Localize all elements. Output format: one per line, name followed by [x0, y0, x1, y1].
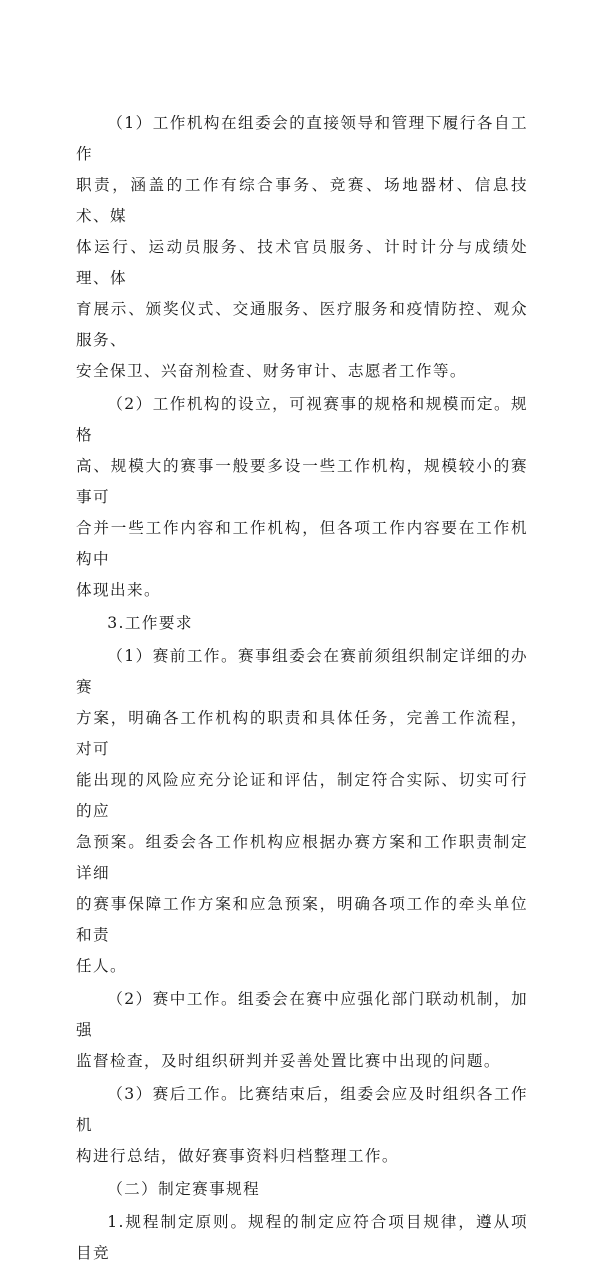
text-line: 高、规模大的赛事一般要多设一些工作机构，规模较小的赛事可: [76, 457, 528, 506]
paragraph: [76, 608, 528, 639]
text-line: 体运行、运动员服务、技术官员服务、计时计分与成绩处理、体: [76, 238, 528, 287]
text-line: 方案，明确各工作机构的职责和具体任务，完善工作流程，对可: [76, 709, 528, 758]
paragraph: [76, 389, 528, 606]
text-line: 的赛事保障工作方案和应急预案，明确各项工作的牵头单位和责: [76, 895, 528, 944]
paragraph: [76, 1174, 528, 1205]
text-line: 安全保卫、兴奋剂检查、财务审计、志愿者工作等。: [76, 362, 467, 380]
paragraph: [76, 1207, 528, 1269]
text-line: 体现出来。: [76, 581, 161, 599]
text-line: （1）赛前工作。赛事组委会在赛前须组织制定详细的办赛: [76, 647, 528, 696]
text-line: 构进行总结，做好赛事资料归档整理工作。: [76, 1147, 399, 1165]
text-line: 1.规程制定原则。规程的制定应符合项目规律，遵从项目竞: [76, 1213, 528, 1262]
text-line: 职责，涵盖的工作有综合事务、竞赛、场地器材、信息技术、媒: [76, 176, 528, 225]
paragraph: [76, 1079, 528, 1172]
text-line: 能出现的风险应充分论证和评估，制定符合实际、切实可行的应: [76, 771, 528, 820]
text-line: （二）制定赛事规程: [107, 1180, 261, 1198]
text-line: 监督检查，及时组织研判并妥善处置比赛中出现的问题。: [76, 1052, 501, 1070]
paragraph: [76, 984, 528, 1077]
text-line: 3.工作要求: [107, 614, 193, 632]
text-line: （2）赛中工作。组委会在赛中应强化部门联动机制，加强: [76, 990, 528, 1039]
text-line: 急预案。组委会各工作机构应根据办赛方案和工作职责制定详细: [76, 833, 528, 882]
text-line: （3）赛后工作。比赛结束后，组委会应及时组织各工作机: [76, 1085, 528, 1134]
paragraph: [76, 108, 528, 387]
text-line: 育展示、颁奖仪式、交通服务、医疗服务和疫情防控、观众服务、: [76, 300, 528, 349]
text-line: 任人。: [76, 957, 127, 975]
document-body: [76, 108, 528, 1271]
text-line: （2）工作机构的设立，可视赛事的规格和规模而定。规格: [76, 395, 528, 444]
text-line: 合并一些工作内容和工作机构，但各项工作内容要在工作机构中: [76, 519, 528, 568]
text-line: （1）工作机构在组委会的直接领导和管理下履行各自工作: [76, 114, 528, 163]
paragraph: [76, 641, 528, 982]
